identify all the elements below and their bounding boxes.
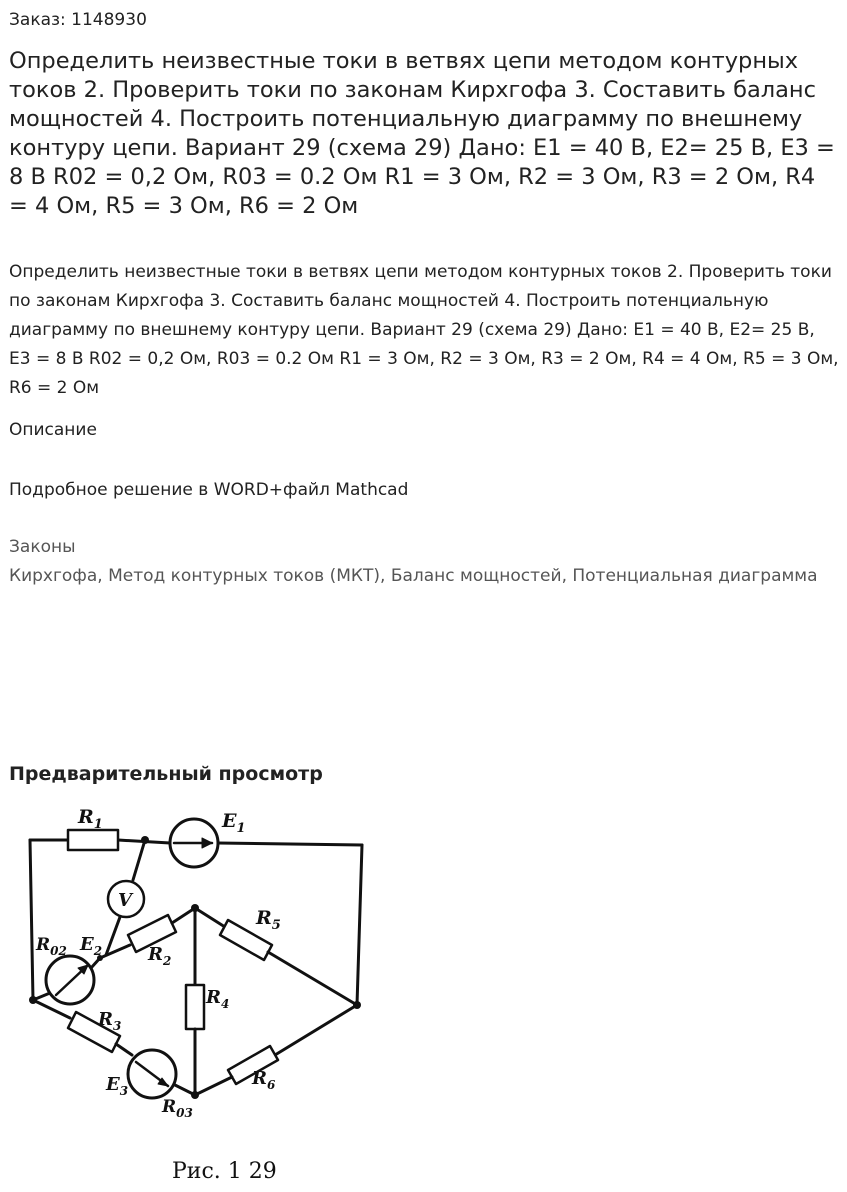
label-r03: $R_{03}$ <box>162 1097 193 1120</box>
preview-heading: Предварительный просмотр <box>9 763 323 785</box>
label-r4: $R_4$ <box>206 987 230 1011</box>
label-e1: $E_1$ <box>222 810 246 836</box>
circuit-diagram <box>0 790 400 1192</box>
order-number: Заказ: 1148930 <box>9 10 147 30</box>
laws-heading: Законы <box>9 537 76 557</box>
page-title: Определить неизвестные токи в ветвях цепи методом контурных токов 2. Проверить токи по законам Кирхгофа 3. Составить баланс мощностей 4. Построить потенциальную диаграмму по внешнему контуру цепи. Вариант 29 (схема 29) Дано: E1 = 40 В, E2= 25 В, E3 = 8 В R02 = 0,2 Ом, R03 = 0.2 Ом R1 = 3 Ом, R2 = 3 Ом, R3 = 2 Ом, R4 = 4 Ом, R5 = 3 Ом, R6 = 2 Ом <box>9 48 835 219</box>
law-tag[interactable]: Потенциальная диаграмма <box>572 566 818 586</box>
label-voltmeter: V <box>118 890 132 911</box>
label-r6: $R_6$ <box>252 1068 276 1092</box>
description-heading: Описание <box>9 420 97 440</box>
law-tag[interactable]: Метод контурных токов (МКТ) <box>108 566 380 586</box>
label-r3: $R_3$ <box>98 1009 122 1033</box>
label-e3: $E_3$ <box>106 1074 129 1098</box>
label-r1: $R_1$ <box>78 806 103 832</box>
law-tag[interactable]: Баланс мощностей <box>390 566 562 586</box>
laws-list: Кирхгофа, Метод контурных токов (МКТ), Баланс мощностей, Потенциальная диаграмма <box>9 566 818 586</box>
label-r02: $R_{02}$ <box>36 935 67 958</box>
label-r2: $R_2$ <box>148 944 172 968</box>
solution-detail: Подробное решение в WORD+файл Mathcad <box>9 480 409 500</box>
label-r5: $R_5$ <box>256 907 281 933</box>
label-e2: $E_2$ <box>80 934 103 958</box>
law-tag[interactable]: Кирхгофа <box>9 566 98 586</box>
task-description: Определить неизвестные токи в ветвях цепи методом контурных токов 2. Проверить токи по законам Кирхгофа 3. Составить баланс мощностей 4. Построить потенциальную диаграмму по внешнему контуру цепи. Вариант 29 (схема 29) Дано: E1 = 40 В, E2= 25 В, E3 = 8 В R02 = 0,2 Ом, R03 = 0.2 Ом R1 = 3 Ом, R2 = 3 Ом, R3 = 2 Ом, R4 = 4 Ом, R5 = 3 Ом, R6 = 2 Ом <box>9 262 839 398</box>
figure-caption: Рис. 1 29 <box>172 1159 277 1184</box>
